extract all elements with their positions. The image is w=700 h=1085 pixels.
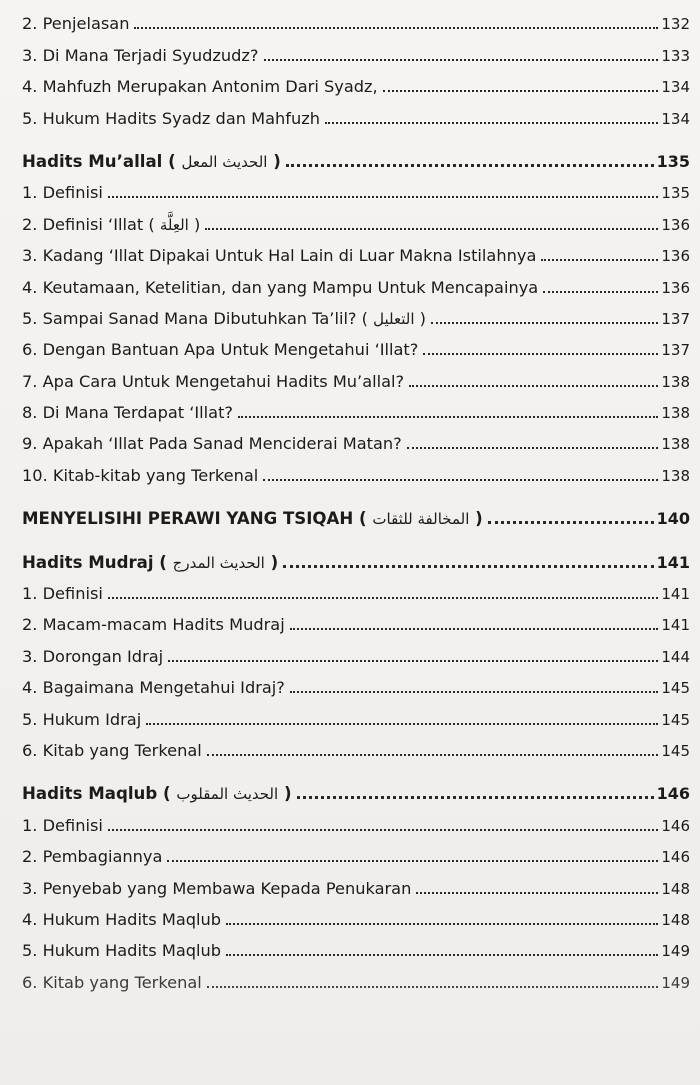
toc-page-number: 134 (661, 78, 690, 97)
toc-entry-title (22, 247, 538, 265)
toc-entry (22, 666, 690, 697)
toc-page-number: 148 (661, 879, 690, 898)
dot-leader (168, 660, 658, 662)
toc-page-number: 135 (656, 151, 690, 171)
toc-page-number: 145 (661, 710, 690, 729)
toc-entry-text: 3. Kadang ‘Illat Dipakai Untuk Hal Lain di Luar Makna Istilahnya (22, 246, 537, 266)
toc-entry-arabic-term: الحديث المعل (181, 152, 268, 171)
toc-entry-arabic-term: الحديث المدرج (172, 553, 265, 572)
toc-entry (22, 328, 690, 359)
toc-entry (22, 866, 690, 897)
toc-entry (22, 359, 690, 390)
toc-entry (22, 729, 690, 760)
toc-entry-title (22, 78, 380, 96)
toc-page-number: 145 (661, 679, 690, 698)
toc-entry-arabic-term: العِلَّة (159, 215, 189, 234)
toc-entry-text: Hadits Maqlub ( (22, 784, 171, 804)
toc-page-number: 137 (661, 341, 690, 360)
toc-entry-title (22, 279, 540, 297)
dot-leader (290, 691, 658, 693)
toc-entry-arabic-term: التعليل (373, 309, 415, 328)
toc-entry-title (22, 616, 287, 634)
toc-entry-text: 2. Penjelasan (22, 14, 130, 34)
dot-leader (205, 228, 658, 230)
toc-page-number: 138 (661, 435, 690, 454)
dot-leader (134, 27, 658, 29)
toc-section-heading (22, 772, 690, 803)
toc-entry-text: 9. Apakah ‘Illat Pada Sanad Menciderai Matan? (22, 434, 402, 454)
dot-leader (226, 923, 658, 925)
toc-entry (22, 297, 690, 328)
toc-entry-text: 3. Dorongan Idraj (22, 646, 164, 666)
toc-entry-close-paren: ) (270, 552, 279, 572)
toc-page-number: 136 (661, 247, 690, 266)
dot-leader (423, 353, 658, 355)
toc-entry-text: 5. Sampai Sanad Mana Dibutuhkan Ta’lil? ( (22, 308, 368, 328)
dot-leader (416, 892, 658, 894)
toc-entry-text: 7. Apa Cara Untuk Mengetahui Hadits Mu’allal? (22, 371, 405, 391)
toc-page-number: 146 (661, 816, 690, 835)
dot-leader (290, 628, 659, 630)
table-of-contents (22, 2, 690, 992)
toc-page-number: 144 (661, 647, 690, 666)
toc-entry-title (22, 742, 204, 760)
toc-entry-text: 4. Hukum Hadits Maqlub (22, 909, 222, 929)
toc-entry-title (22, 373, 406, 391)
toc-page-number: 136 (661, 278, 690, 297)
toc-entry-text: 3. Penyebab yang Membawa Kepada Penukaran (22, 878, 412, 898)
toc-entry (22, 202, 690, 233)
toc-entry (22, 453, 690, 484)
toc-entry (22, 171, 690, 202)
toc-page-number: 146 (661, 848, 690, 867)
toc-entry-close-paren: ) (283, 784, 292, 804)
toc-entry (22, 835, 690, 866)
toc-entry-title (22, 817, 105, 835)
dot-leader (297, 796, 654, 799)
toc-entry (22, 960, 690, 991)
toc-entry-text: 5. Hukum Hadits Maqlub (22, 941, 222, 961)
toc-entry-text: 2. Pembagiannya (22, 847, 163, 867)
toc-entry-close-paren: ) (419, 308, 426, 328)
toc-page-number: 140 (656, 509, 690, 529)
toc-entry (22, 572, 690, 603)
toc-entry-text: 4. Bagaimana Mengetahui Idraj? (22, 678, 285, 698)
dot-leader (207, 986, 659, 988)
toc-entry-text: 5. Hukum Hadits Syadz dan Mahfuzh (22, 108, 321, 128)
dot-leader (264, 59, 659, 61)
dot-leader (383, 90, 659, 92)
toc-entry (22, 929, 690, 960)
toc-entry-title (22, 585, 105, 603)
toc-entry (22, 33, 690, 64)
toc-entry-text: 8. Di Mana Terdapat ‘Illat? (22, 403, 234, 423)
toc-entry (22, 603, 690, 634)
toc-entry-title (22, 679, 287, 697)
toc-page-number: 141 (656, 552, 690, 572)
toc-entry-title (22, 711, 143, 729)
toc-page-number: 132 (661, 15, 690, 34)
toc-page-number: 135 (661, 184, 690, 203)
toc-entry (22, 697, 690, 728)
toc-entry-text: 6. Kitab yang Terkenal (22, 740, 202, 760)
toc-page-number: 141 (661, 616, 690, 635)
toc-entry-title (22, 15, 131, 33)
dot-leader (409, 385, 658, 387)
toc-entry-title (22, 110, 322, 128)
toc-entry-title (22, 785, 294, 803)
toc-entry (22, 391, 690, 422)
toc-entry-text: 4. Mahfuzh Merupakan Antonim Dari Syadz, (22, 77, 378, 97)
dot-leader (286, 164, 654, 167)
toc-entry-title (22, 510, 485, 528)
dot-leader (167, 860, 658, 862)
toc-entry (22, 803, 690, 834)
toc-entry (22, 422, 690, 453)
toc-page-number: 141 (661, 585, 690, 604)
dot-leader (108, 196, 658, 198)
toc-entry-title (22, 554, 280, 572)
toc-entry-text: 6. Kitab yang Terkenal (22, 972, 202, 992)
toc-entry-close-paren: ) (193, 214, 201, 234)
toc-page-number: 137 (661, 309, 690, 328)
toc-entry-title (22, 942, 223, 960)
dot-leader (238, 416, 658, 418)
toc-entry-arabic-term: الحديث المقلوب (176, 785, 279, 804)
toc-entry-close-paren: ) (273, 151, 281, 171)
toc-page-number: 138 (661, 404, 690, 423)
toc-entry-text: 2. Macam-macam Hadits Mudraj (22, 615, 285, 635)
toc-entry-arabic-term: المخالفة للثقات (372, 510, 470, 529)
dot-leader (108, 597, 658, 599)
toc-entry (22, 265, 690, 296)
toc-section-heading (22, 497, 690, 528)
toc-page-number: 145 (661, 741, 690, 760)
toc-entry-text: Hadits Mudraj ( (22, 552, 167, 572)
dot-leader (283, 565, 653, 568)
toc-entry-text: 4. Keutamaan, Ketelitian, dan yang Mampu Untuk Mencapainya (22, 277, 539, 297)
dot-leader (407, 447, 659, 449)
toc-entry-text: 10. Kitab-kitab yang Terkenal (22, 465, 259, 485)
toc-entry-title (22, 341, 420, 359)
toc-entry-title (22, 435, 404, 453)
toc-page-number: 149 (661, 973, 690, 992)
toc-page-number: 148 (661, 910, 690, 929)
toc-entry-title (22, 216, 202, 234)
toc-entry-text: MENYELISIHI PERAWI YANG TSIQAH ( (22, 509, 367, 529)
toc-page-number: 134 (661, 109, 690, 128)
toc-entry-title (22, 153, 283, 171)
dot-leader (207, 754, 659, 756)
toc-entry-title (22, 648, 165, 666)
toc-entry (22, 96, 690, 127)
toc-entry-close-paren: ) (475, 509, 483, 529)
toc-section-heading (22, 140, 690, 171)
dot-leader (325, 122, 658, 124)
toc-entry-text: 1. Definisi (22, 584, 103, 604)
toc-entry-title (22, 880, 413, 898)
dot-leader (431, 322, 658, 324)
toc-section-heading (22, 540, 690, 571)
toc-entry-text: 2. Definisi ‘Illat ( (22, 214, 155, 234)
dot-leader (543, 291, 658, 293)
toc-entry-title (22, 310, 428, 328)
toc-entry-text: 3. Di Mana Terjadi Syudzudz? (22, 45, 259, 65)
toc-entry-text: 1. Definisi (22, 815, 103, 835)
toc-entry-title (22, 467, 260, 485)
dot-leader (146, 723, 658, 725)
toc-page-number: 133 (661, 46, 690, 65)
dot-leader (263, 479, 658, 481)
toc-entry-title (22, 184, 105, 202)
toc-page-number: 138 (661, 466, 690, 485)
toc-entry-title (22, 404, 235, 422)
dot-leader (226, 954, 658, 956)
toc-entry (22, 2, 690, 33)
toc-page-number: 136 (661, 215, 690, 234)
dot-leader (541, 259, 658, 261)
toc-entry-text: 1. Definisi (22, 183, 103, 203)
toc-entry (22, 634, 690, 665)
toc-entry-title (22, 974, 204, 992)
toc-entry (22, 65, 690, 96)
toc-entry-title (22, 47, 261, 65)
toc-entry-title (22, 911, 223, 929)
toc-page-number: 149 (661, 942, 690, 961)
toc-entry (22, 898, 690, 929)
dot-leader (108, 829, 658, 831)
toc-entry-text: 6. Dengan Bantuan Apa Untuk Mengetahui ‘Illat? (22, 340, 419, 360)
toc-entry (22, 234, 690, 265)
toc-page-number: 138 (661, 372, 690, 391)
toc-entry-text: 5. Hukum Idraj (22, 709, 142, 729)
dot-leader (488, 521, 654, 524)
toc-entry-text: Hadits Mu’allal ( (22, 151, 176, 171)
toc-page-number: 146 (656, 784, 690, 804)
toc-entry-title (22, 848, 164, 866)
